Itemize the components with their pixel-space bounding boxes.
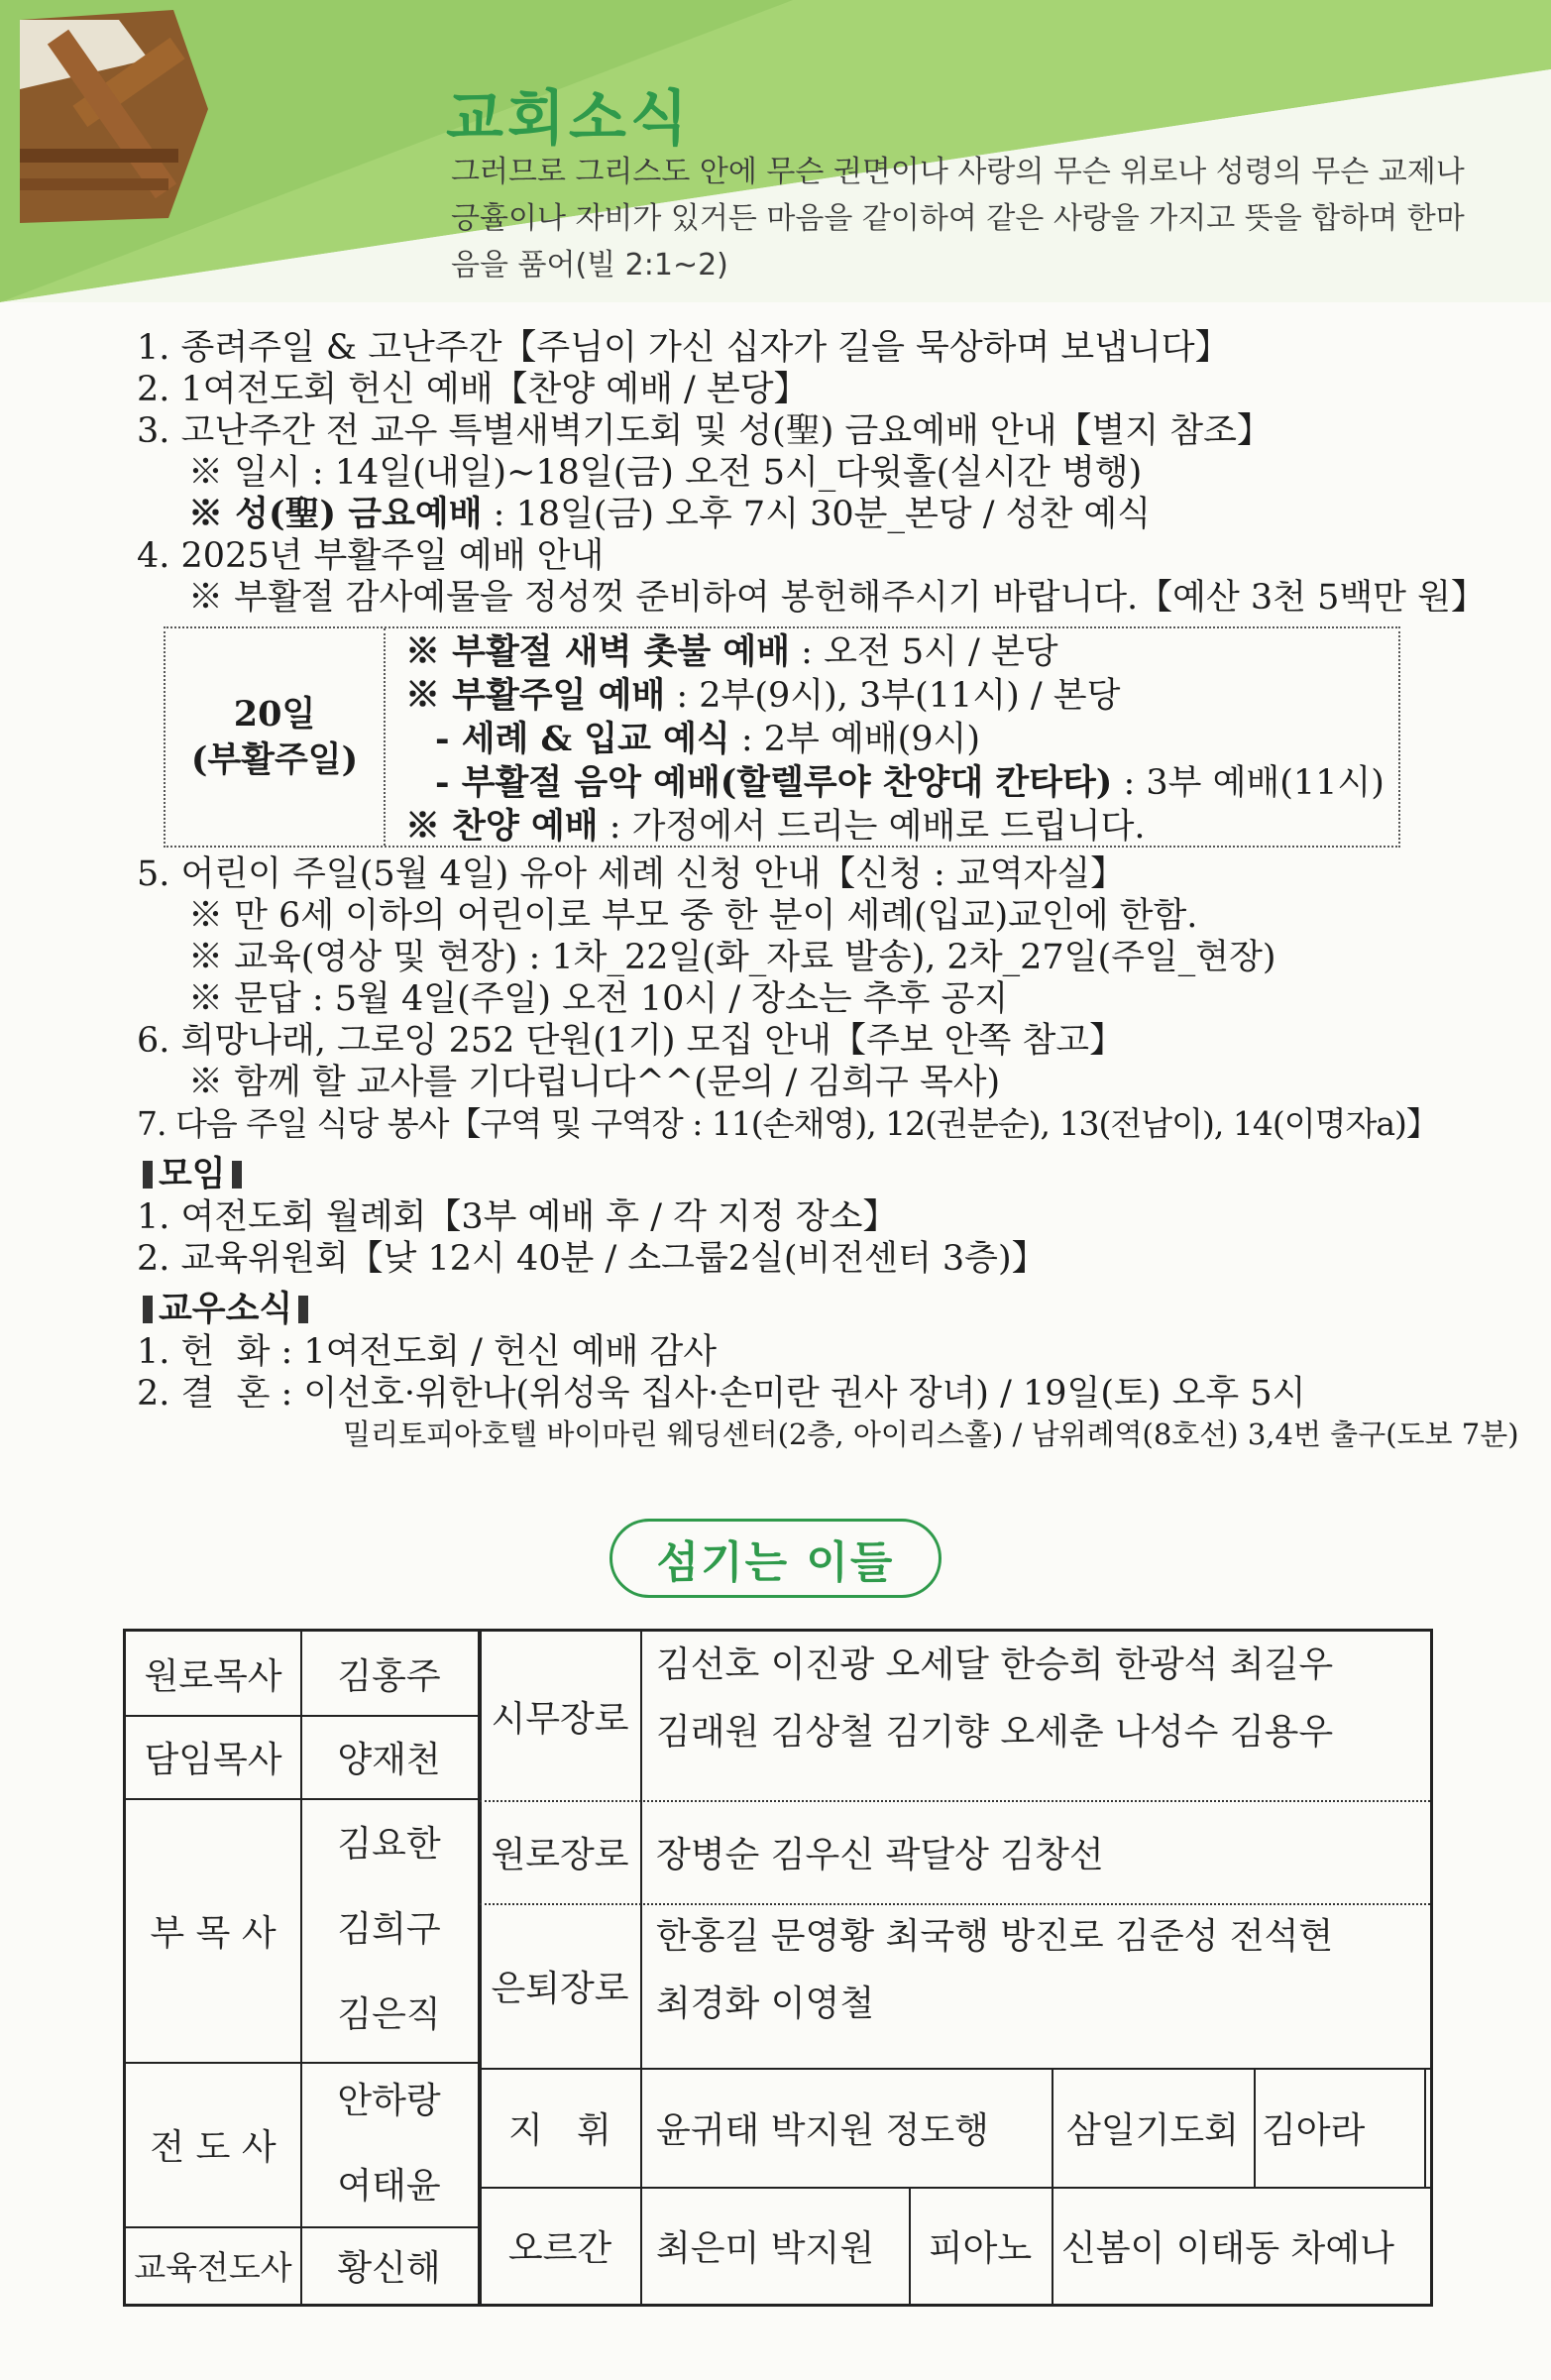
bar-icon — [143, 1161, 153, 1189]
header-verse: 그러므로 그리스도 안에 무슨 권면이나 사랑의 무슨 위로나 성령의 무슨 교제나 긍휼이나 자비가 있거든 마음을 같이하여 같은 사랑을 가지고 뜻을 합하며 한마음을 품어(빌 2:1~2) — [451, 155, 1465, 283]
role-names: 신봄이 이태동 차예나 — [1061, 2227, 1394, 2269]
person-name: 김은직 — [337, 1994, 441, 2035]
members-news-1: 1. 헌 화 : 1여전도회 / 헌신 예배 감사 — [137, 1332, 718, 1372]
easter-item — [405, 630, 1385, 674]
header-banner — [0, 0, 1551, 302]
notices-list — [137, 327, 1519, 1454]
bar-icon — [143, 1296, 153, 1323]
role-names: 김홍주 — [337, 1655, 441, 1697]
role-names: 장병순 김우신 곽달상 김창선 — [656, 1834, 1104, 1875]
members-news-2: 2. 결 혼 : 이선호·위한나(위성욱 집사·손미란 권사 장녀) / 19일(토) 오후 5시 — [137, 1374, 1306, 1414]
role-label: 피아노 — [928, 2227, 1033, 2269]
role-names — [642, 1632, 1430, 1800]
meeting-1: 1. 여전도회 월례회【3부 예배 후 / 각 지정 장소】 — [137, 1197, 898, 1237]
role-names: 최은미 박지원 — [656, 2227, 875, 2269]
notice-7: 7. 다음 주일 식당 봉사【구역 및 구역장 : 11(손채영), 12(권분순), 13(전남이), 14(이명자a)】 — [137, 1104, 1438, 1143]
easter-item-text: : 오전 5시 / 본당 — [790, 632, 1058, 672]
notice-3: 3. 고난주간 전 교우 특별새벽기도회 및 성(聖) 금요예배 안내【별지 참조】 — [137, 411, 1272, 451]
divider — [1424, 2068, 1426, 2187]
notice-6: 6. 희망나래, 그로잉 252 단원(1기) 모집 안내【주보 안쪽 참고】 — [137, 1021, 1125, 1061]
easter-item-label: ※ 부활주일 예배 — [405, 675, 666, 716]
role-names — [642, 1903, 1430, 2068]
person-name: 여태윤 — [337, 2166, 441, 2207]
easter-item-label: - 세례 & 입교 예식 — [435, 719, 730, 759]
role-label: 담임목사 — [144, 1739, 282, 1780]
role-label: 원로목사 — [144, 1655, 282, 1697]
role-label: 삼일기도회 — [1066, 2109, 1239, 2151]
role-names: 양재천 — [337, 1739, 441, 1780]
easter-item-text: : 2부 예배(9시) — [729, 720, 980, 759]
names-line: 한홍길 문영황 최국행 방진로 김준성 전석현 — [656, 1916, 1334, 1957]
role-label: 부 목 사 — [150, 1912, 277, 1954]
meeting-2: 2. 교육위원회【낮 12시 40분 / 소그룹2실(비전센터 3층)】 — [137, 1239, 1047, 1279]
notice-5b: ※ 교육(영상 및 현장) : 1차_22일(화_자료 발송), 2차_27일(주일_현장) — [188, 938, 1276, 977]
servants-title: 섬기는 이들 — [609, 1519, 942, 1598]
easter-item — [405, 674, 1385, 718]
names-line: 김선호 이진광 오세달 한승희 한광석 최길우 — [656, 1644, 1334, 1685]
members-news-heading — [137, 1288, 1425, 1331]
easter-item — [405, 718, 1385, 761]
easter-date-sub: (부활주일) — [190, 738, 359, 780]
notice-3b — [137, 494, 1425, 535]
easter-item-label: ※ 찬양 예배 — [405, 806, 599, 847]
cross-bible-image — [0, 0, 218, 228]
easter-date: 20일 — [233, 693, 316, 735]
meetings-title: 모임 — [159, 1154, 226, 1194]
role-label: 오르간 — [507, 2227, 612, 2269]
notice-3b-label: ※ 성(聖) 금요예배 — [188, 494, 483, 534]
staff-table — [123, 1629, 1433, 2307]
names-line: 최경화 이영철 — [656, 1983, 875, 2024]
notice-3b-text: : 18일(금) 오후 7시 30분_본당 / 성찬 예식 — [482, 495, 1152, 534]
names-line: 김래원 김상철 김기향 오세춘 나성수 김용우 — [656, 1712, 1334, 1753]
members-news-2b: 밀리토피아호텔 바이마린 웨딩센터(2층, 아이리스홀) / 남위례역(8호선) 3,4번 출구(도보 7분) — [343, 1417, 1519, 1451]
easter-item-text: : 3부 예배(11시) — [1112, 763, 1385, 803]
role-names — [300, 2062, 478, 2226]
role-label: 교육전도사 — [134, 2247, 292, 2287]
easter-item — [405, 805, 1385, 849]
notice-1: 1. 종려주일 & 고난주간【주님이 가신 십자가 길을 묵상하며 보냅니다】 — [137, 328, 1230, 368]
easter-item-label: - 부활절 음악 예배(할렐루야 찬양대 칸타타) — [435, 762, 1113, 803]
role-label: 은퇴장로 — [491, 1968, 629, 2009]
page-title: 교회소식 — [446, 84, 692, 154]
easter-date-cell — [166, 628, 386, 846]
easter-schedule-box — [164, 626, 1400, 848]
divider — [126, 2304, 1430, 2306]
notice-6a: ※ 함께 할 교사를 기다립니다^^(문의 / 김희구 목사) — [188, 1063, 1001, 1102]
role-label: 전 도 사 — [150, 2126, 277, 2168]
notice-5: 5. 어린이 주일(5월 4일) 유아 세례 신청 안내【신청 : 교역자실】 — [137, 854, 1126, 894]
role-names — [300, 1798, 478, 2062]
role-names: 황신해 — [337, 2247, 441, 2289]
notice-5c: ※ 문답 : 5월 4일(주일) 오전 10시 / 장소는 추후 공지 — [188, 979, 1009, 1019]
easter-items — [386, 628, 1385, 846]
notice-3a: ※ 일시 : 14일(내일)~18일(금) 오전 5시_다윗홀(실시간 병행) — [188, 453, 1143, 493]
role-names: 김아라 — [1262, 2109, 1366, 2151]
meetings-heading — [137, 1153, 1425, 1196]
role-label: 지 휘 — [508, 2109, 611, 2151]
easter-item — [405, 761, 1385, 805]
role-names: 윤귀태 박지원 정도행 — [656, 2109, 989, 2151]
easter-item-text: : 2부(9시), 3부(11시) / 본당 — [665, 676, 1121, 716]
notice-4: 4. 2025년 부활주일 예배 안내 — [137, 536, 605, 576]
role-label: 원로장로 — [491, 1834, 629, 1875]
person-name: 김요한 — [337, 1824, 441, 1865]
easter-item-text: : 가정에서 드리는 예배로 드립니다. — [598, 807, 1146, 847]
person-name: 김희구 — [337, 1909, 441, 1950]
members-news-title: 교우소식 — [159, 1289, 293, 1329]
notice-2: 2. 1여전도회 헌신 예배【찬양 예배 / 본당】 — [137, 370, 809, 409]
notice-4a: ※ 부활절 감사예물을 정성껏 준비하여 봉헌해주시기 바랍니다.【예산 3천 5백만 원】 — [188, 578, 1486, 618]
bar-icon — [232, 1161, 242, 1189]
role-label: 시무장로 — [491, 1698, 629, 1740]
person-name: 안하랑 — [337, 2081, 441, 2121]
easter-item-label: ※ 부활절 새벽 촛불 예배 — [405, 631, 791, 672]
notice-5a: ※ 만 6세 이하의 어린이로 부모 중 한 분이 세례(입교)교인에 한함. — [188, 896, 1198, 936]
bar-icon — [298, 1296, 308, 1323]
